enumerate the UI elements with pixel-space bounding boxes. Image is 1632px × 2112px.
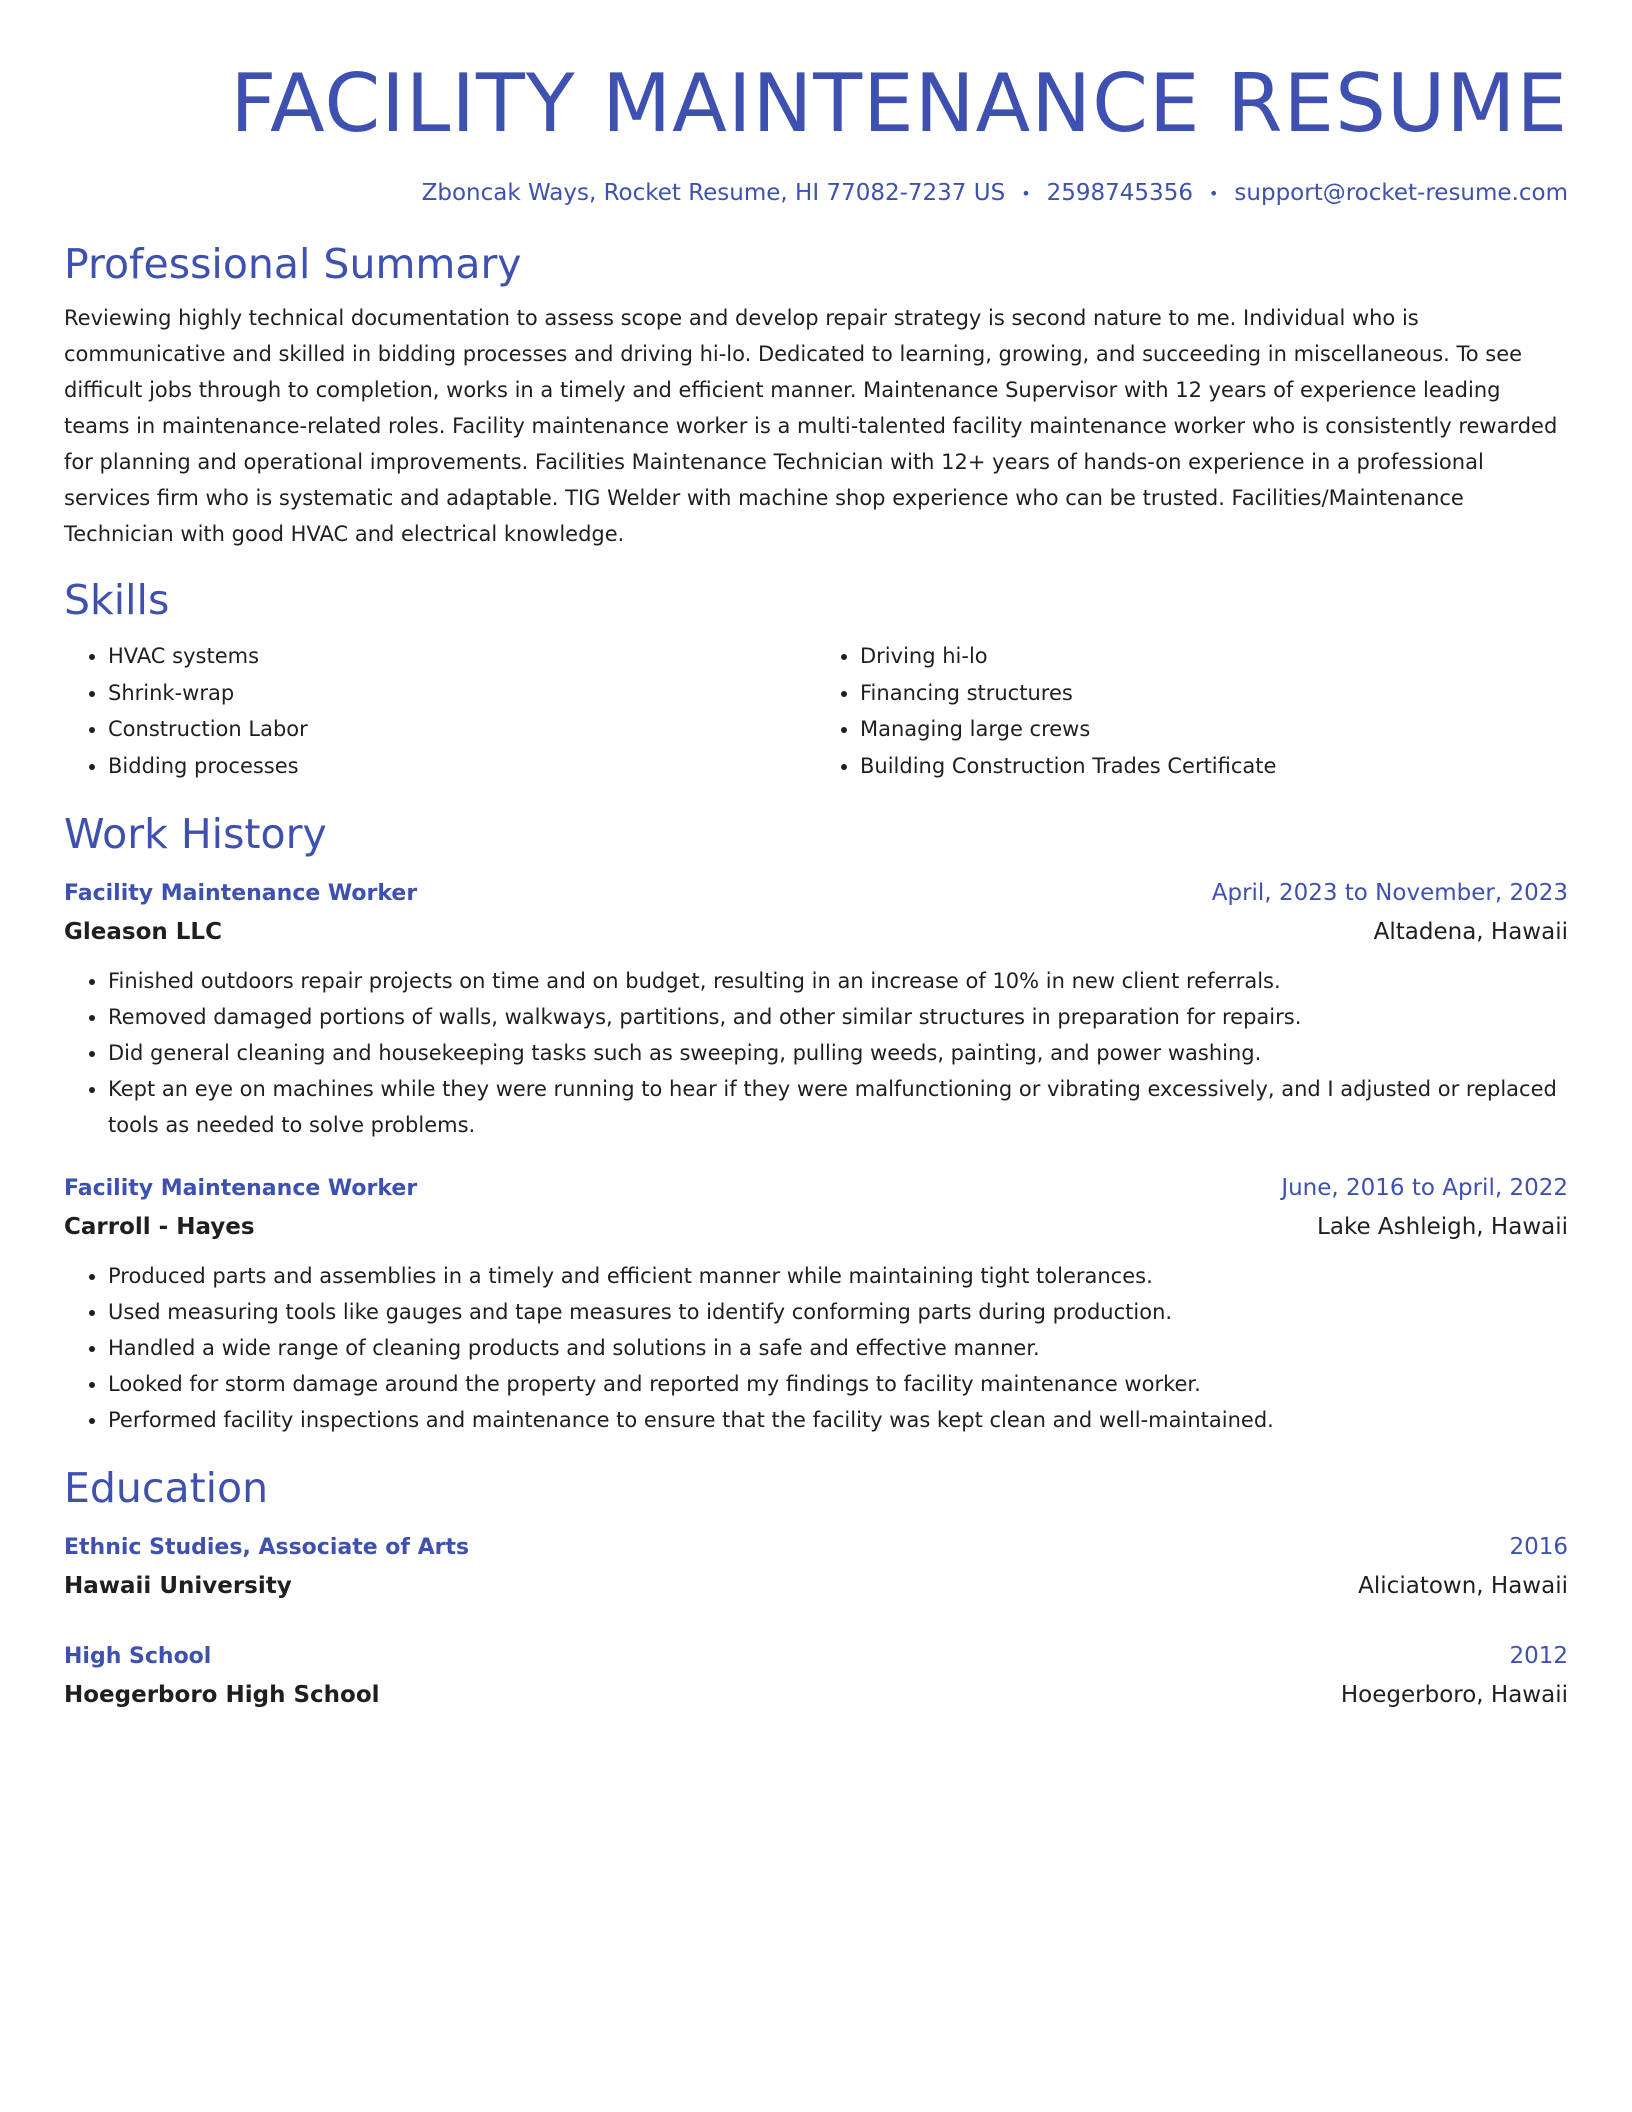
job-bullet: • Performed facility inspections and maintenance to ensure that the facility was kept clean and well-maintained.	[108, 1402, 1568, 1438]
education-header-row	[64, 1637, 1568, 1676]
education-degree: Ethnic Studies, Associate of Arts	[64, 1535, 470, 1560]
work-history-heading: Work History	[64, 810, 327, 858]
skill-item: • Driving hi-lo	[860, 638, 1568, 675]
contact-address: Zboncak Ways, Rocket Resume, HI 77082-7237 US	[421, 180, 1006, 206]
job-bullet: • Did general cleaning and housekeeping tasks such as sweeping, pulling weeds, painting, and power washing.	[108, 1035, 1568, 1071]
skill-item: • Bidding processes	[108, 748, 816, 785]
summary-section	[64, 238, 1568, 552]
skill-item: • Managing large crews	[860, 711, 1568, 748]
skill-item: • Financing structures	[860, 675, 1568, 712]
skill-item: • Building Construction Trades Certificate	[860, 748, 1568, 785]
work-history-section	[64, 808, 1568, 1438]
skills-list-right	[816, 638, 1568, 784]
job-bullet: • Kept an eye on machines while they were running to hear if they were malfunctioning or vibrating excessively, and I adjusted or replaced tools as needed to solve problems.	[108, 1071, 1568, 1143]
education-location: Hoegerboro, Hawaii	[1340, 1682, 1568, 1708]
job-company-row	[64, 1208, 1568, 1246]
skill-item: • Shrink-wrap	[108, 675, 816, 712]
job-bullet: • Used measuring tools like gauges and tape measures to identify conforming parts during production.	[108, 1294, 1568, 1330]
education-location: Aliciatown, Hawaii	[1358, 1573, 1568, 1599]
job-entry	[64, 1169, 1568, 1438]
contact-email: support@rocket-resume.com	[1234, 180, 1568, 206]
education-section	[64, 1462, 1568, 1714]
education-year: 2016	[1509, 1534, 1568, 1560]
job-header-row	[64, 874, 1568, 913]
skill-item: • Construction Labor	[108, 711, 816, 748]
summary-text: Reviewing highly technical documentation to assess scope and develop repair strategy is second nature to me. Individual who is communicative and skilled in bidding processes and driving hi-lo. Dedicated to learning, growing, and succeeding in miscellaneous. To see difficult jobs through to completion, works in a timely and efficient manner. Maintenance Supervisor with 12 years of experience leading teams in maintenance-related roles. Facility maintenance worker is a multi-talented facility maintenance worker who is consistently rewarded for planning and operational improvements. Facilities Maintenance Technician with 12+ years of hands-on experience in a professional services firm who is systematic and adaptable. TIG Welder with machine shop experience who can be trusted. Facilities/Maintenance Technician with good HVAC and electrical knowledge.	[64, 306, 1558, 546]
skills-columns	[64, 638, 1568, 784]
job-company: Gleason LLC	[64, 919, 222, 945]
education-school: Hoegerboro High School	[64, 1682, 380, 1708]
education-entry	[64, 1637, 1568, 1714]
contact-separator: •	[1208, 183, 1219, 203]
job-dates: April, 2023 to November, 2023	[1211, 880, 1568, 906]
contact-separator: •	[1021, 183, 1031, 203]
job-title: Facility Maintenance Worker	[64, 1176, 418, 1201]
job-bullet: • Looked for storm damage around the property and reported my findings to facility maintenance worker.	[108, 1366, 1568, 1402]
resume-title: FACILITY MAINTENANCE RESUME	[230, 57, 1568, 150]
summary-heading: Professional Summary	[64, 240, 522, 288]
job-company: Carroll - Hayes	[64, 1214, 255, 1240]
job-bullets	[64, 1258, 1568, 1438]
skills-heading: Skills	[64, 576, 170, 624]
job-title: Facility Maintenance Worker	[64, 881, 418, 906]
contact-phone: 2598745356	[1046, 180, 1193, 206]
skills-list-left	[64, 638, 816, 784]
job-bullets	[64, 963, 1568, 1143]
job-bullet: • Handled a wide range of cleaning products and solutions in a safe and effective manner.	[108, 1330, 1568, 1366]
education-degree: High School	[64, 1644, 212, 1669]
job-dates: June, 2016 to April, 2022	[1281, 1175, 1568, 1201]
education-school: Hawaii University	[64, 1573, 292, 1599]
education-school-row	[64, 1567, 1568, 1605]
education-school-row	[64, 1676, 1568, 1714]
education-year: 2012	[1509, 1643, 1568, 1669]
skill-item: • HVAC systems	[108, 638, 816, 675]
skills-section	[64, 574, 1568, 784]
education-heading: Education	[64, 1464, 269, 1512]
job-company-row	[64, 913, 1568, 951]
education-entry	[64, 1528, 1568, 1605]
education-header-row	[64, 1528, 1568, 1567]
job-bullet: • Produced parts and assemblies in a timely and efficient manner while maintaining tight tolerances.	[108, 1258, 1568, 1294]
job-location: Lake Ashleigh, Hawaii	[1317, 1214, 1568, 1240]
job-entry	[64, 874, 1568, 1143]
job-bullet: • Removed damaged portions of walls, walkways, partitions, and other similar structures in preparation for repairs.	[108, 999, 1568, 1035]
job-bullet: • Finished outdoors repair projects on time and on budget, resulting in an increase of 10% in new client referrals.	[108, 963, 1568, 999]
contact-line	[64, 180, 1568, 206]
job-location: Altadena, Hawaii	[1373, 919, 1568, 945]
job-header-row	[64, 1169, 1568, 1208]
